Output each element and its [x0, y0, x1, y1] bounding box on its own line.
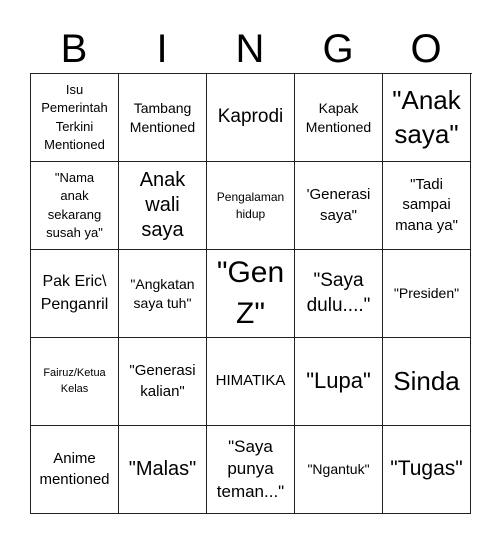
cell-text: Isu Pemerintah Terkini Mentioned: [41, 82, 108, 152]
bingo-cell[interactable]: [31, 338, 119, 426]
bingo-cell[interactable]: [119, 426, 207, 514]
cell-text: HIMATIKA: [215, 372, 286, 390]
cell-text: Anak wali saya: [139, 169, 186, 241]
header-letter-b: B: [60, 27, 88, 71]
cell-text: 'Generasi saya": [306, 186, 371, 224]
cell-text: "Gen Z": [216, 256, 285, 330]
cell-text: Anime mentioned: [39, 450, 110, 488]
cell-text: "Ngantuk": [307, 461, 370, 478]
header-letter-i: I: [156, 27, 168, 71]
cell-text: Pak Eric\ Penganril: [40, 273, 109, 313]
bingo-cell[interactable]: [295, 74, 383, 162]
bingo-cell[interactable]: [295, 426, 383, 514]
bingo-cell[interactable]: [383, 426, 471, 514]
bingo-card: [30, 0, 470, 514]
bingo-cell[interactable]: [383, 162, 471, 250]
bingo-cell[interactable]: [31, 250, 119, 338]
header-letter-n: N: [235, 27, 265, 71]
bingo-grid: [30, 73, 472, 514]
bingo-cell[interactable]: [207, 250, 295, 338]
bingo-cell[interactable]: [119, 250, 207, 338]
bingo-cell[interactable]: [119, 74, 207, 162]
cell-text: Fairuz/Ketua Kelas: [43, 367, 106, 395]
bingo-cell[interactable]: [295, 162, 383, 250]
cell-text: "Malas": [128, 458, 197, 480]
cell-text: "Tugas": [390, 457, 463, 481]
header-letter-g: G: [322, 27, 354, 71]
cell-text: "Presiden": [393, 285, 460, 302]
bingo-cell[interactable]: [383, 338, 471, 426]
bingo-header: [30, 0, 470, 73]
cell-text: "Angkatan saya tuh": [130, 275, 195, 311]
bingo-cell[interactable]: [31, 426, 119, 514]
bingo-cell[interactable]: [383, 250, 471, 338]
bingo-cell[interactable]: [207, 162, 295, 250]
bingo-cell[interactable]: [207, 74, 295, 162]
cell-text: "Lupa": [306, 368, 371, 394]
bingo-cell[interactable]: [295, 250, 383, 338]
bingo-cell[interactable]: [383, 74, 471, 162]
cell-text: "Nama anak sekarang susah ya": [46, 170, 103, 240]
cell-text: "Tadi sampai mana ya": [395, 176, 458, 234]
bingo-cell[interactable]: [31, 74, 119, 162]
bingo-cell[interactable]: [119, 162, 207, 250]
cell-text: "Anak saya": [392, 84, 461, 149]
cell-text: Pengalaman hidup: [216, 190, 285, 221]
cell-text: "Saya dulu....": [306, 269, 371, 316]
cell-text: "Generasi kalian": [129, 362, 196, 400]
cell-text: Kapak Mentioned: [305, 99, 372, 135]
bingo-cell[interactable]: [119, 338, 207, 426]
cell-text: "Saya punya teman...": [216, 437, 285, 501]
bingo-cell[interactable]: [207, 338, 295, 426]
cell-text: Tambang Mentioned: [129, 99, 196, 135]
header-letter-o: O: [410, 27, 442, 71]
bingo-cell[interactable]: [31, 162, 119, 250]
bingo-cell[interactable]: [207, 426, 295, 514]
cell-text: Kaprodi: [217, 106, 284, 128]
cell-text: Sinda: [393, 365, 460, 396]
bingo-cell[interactable]: [295, 338, 383, 426]
